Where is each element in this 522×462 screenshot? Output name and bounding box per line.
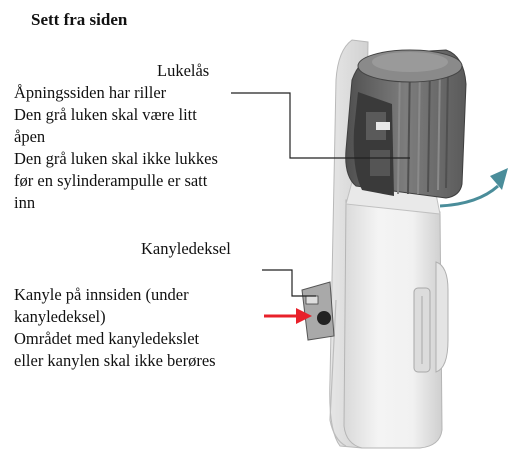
- lukelas-line: før en sylinderampulle er satt: [14, 171, 208, 190]
- lukelas-line: åpen: [14, 127, 46, 146]
- lukelas-label: Lukelås: [157, 61, 210, 80]
- kanyledeksel-line: kanyledeksel): [14, 307, 106, 326]
- device-body: [344, 182, 448, 448]
- lukelas-line: Den grå luken skal være litt: [14, 105, 197, 124]
- lukelas-line: Den grå luken skal ikke lukkes: [14, 149, 218, 168]
- needle-cap: [302, 282, 334, 340]
- door-cap: [346, 50, 466, 198]
- page-title: Sett fra siden: [31, 10, 128, 29]
- kanyledeksel-line: eller kanylen skal ikke berøres: [14, 351, 216, 370]
- lukelas-line: Åpningssiden har riller: [14, 83, 167, 102]
- lukelas-line: inn: [14, 193, 36, 212]
- kanyledeksel-label: Kanyledeksel: [141, 239, 231, 258]
- kanyledeksel-line: Området med kanyledekslet: [14, 329, 200, 348]
- kanyledeksel-line: Kanyle på innsiden (under: [14, 285, 189, 304]
